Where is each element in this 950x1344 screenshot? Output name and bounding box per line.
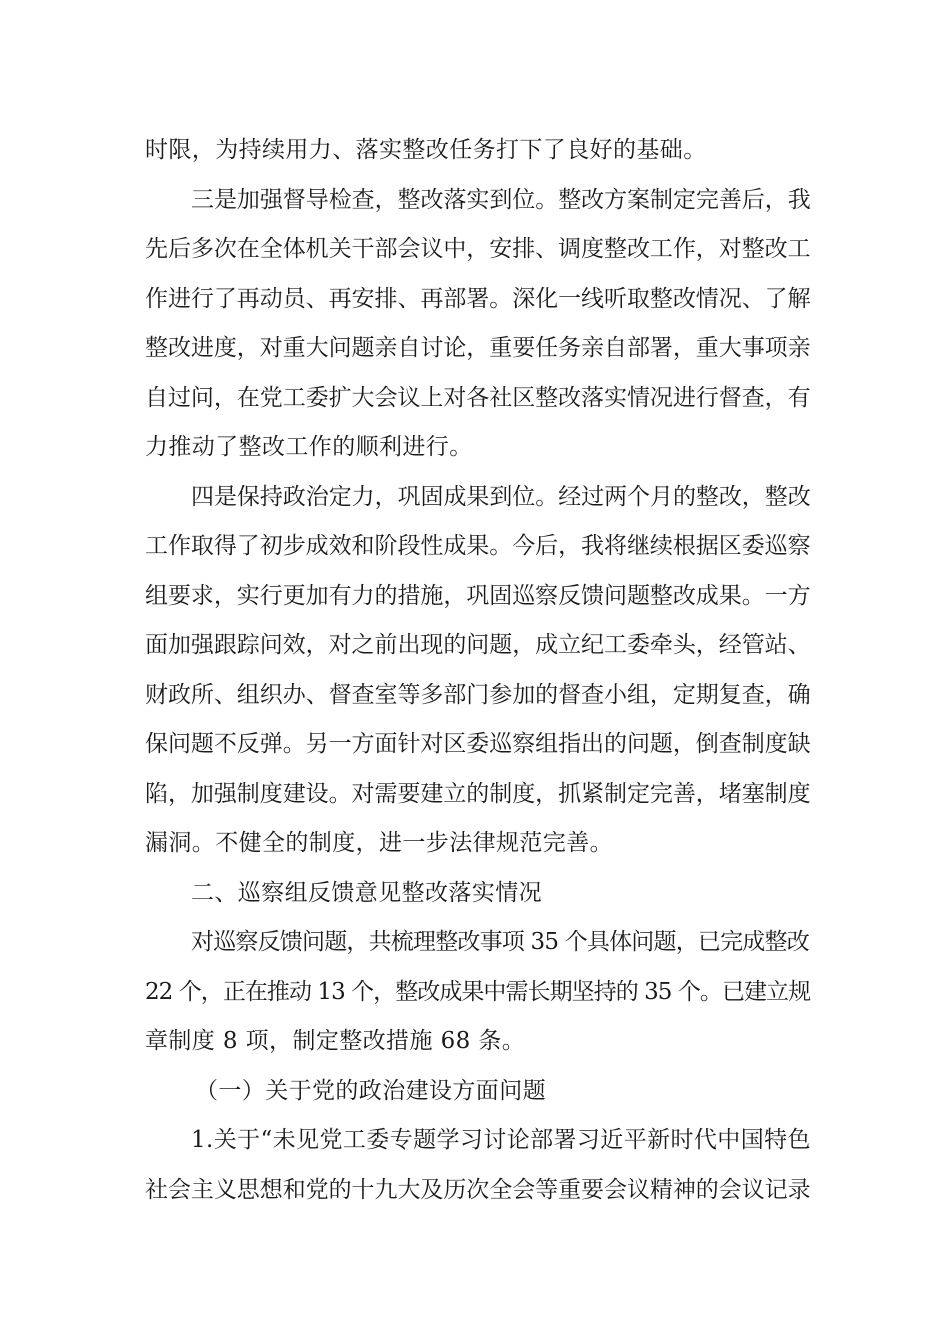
document-body bbox=[145, 126, 810, 1215]
paragraph-line: 先后多次在全体机关干部会议中，安排、调度整改工作，对整改工 bbox=[145, 236, 811, 262]
paragraph-line: 四是保持政治定力，巩固成果到位。经过两个月的整改，整改 bbox=[191, 483, 811, 510]
paragraph-line: 时限，为持续用力、落实整改任务打下了良好的基础。 bbox=[145, 137, 707, 163]
paragraph-line: 陷，加强制度建设。对需要建立的制度，抓紧制定完善，堵塞制度 bbox=[145, 780, 811, 807]
paragraph-line: 自过问，在党工委扩大会议上对各社区整改落实情况进行督查，有 bbox=[145, 384, 811, 411]
paragraph-line: 工作取得了初步成效和阶段性成果。今后，我将继续根据区委巡察 bbox=[145, 533, 811, 559]
paragraph-line: 对巡察反馈问题，共梳理整改事项 35 个具体问题，已完成整改 bbox=[191, 929, 809, 955]
paragraph-line: 作进行了再动员、再安排、再部署。深化一线听取整改情况、了解 bbox=[145, 285, 811, 312]
paragraph-line: 财政所、组织办、督查室等多部门参加的督查小组，定期复查，确 bbox=[145, 681, 811, 708]
paragraph-line: 22 个，正在推动 13 个，整改成果中需长期坚持的 35 个。已建立规 bbox=[145, 978, 811, 1005]
paragraph-line: 章制度 8 项，制定整改措施 68 条。 bbox=[145, 1028, 526, 1054]
subsection-heading: （一）关于党的政治建设方面问题 bbox=[195, 1077, 546, 1104]
section-heading: 二、巡察组反馈意见整改落实情况 bbox=[191, 879, 542, 906]
paragraph-line: 整改进度，对重大问题亲自讨论，重要任务亲自部署，重大事项亲 bbox=[145, 335, 811, 361]
paragraph-line: 面加强跟踪问效，对之前出现的问题，成立纪工委牵头，经管站、 bbox=[145, 632, 811, 658]
paragraph-line: 保问题不反弹。另一方面针对区委巡察组指出的问题，倒查制度缺 bbox=[145, 731, 811, 757]
paragraph-line: 力推动了整改工作的顺利进行。 bbox=[145, 434, 473, 460]
paragraph-line: 漏洞。不健全的制度，进一步法律规范完善。 bbox=[145, 830, 613, 856]
paragraph-line: 三是加强督导检查，整改落实到位。整改方案制定完善后，我 bbox=[191, 186, 811, 213]
paragraph-line: 组要求，实行更加有力的措施，巩固巡察反馈问题整改成果。一方 bbox=[145, 582, 811, 609]
paragraph-line: 1.关于“未见党工委专题学习讨论部署习近平新时代中国特色 bbox=[191, 1127, 811, 1153]
paragraph-line: 社会主义思想和党的十九大及历次全会等重要会议精神的会议记录 bbox=[145, 1176, 811, 1203]
